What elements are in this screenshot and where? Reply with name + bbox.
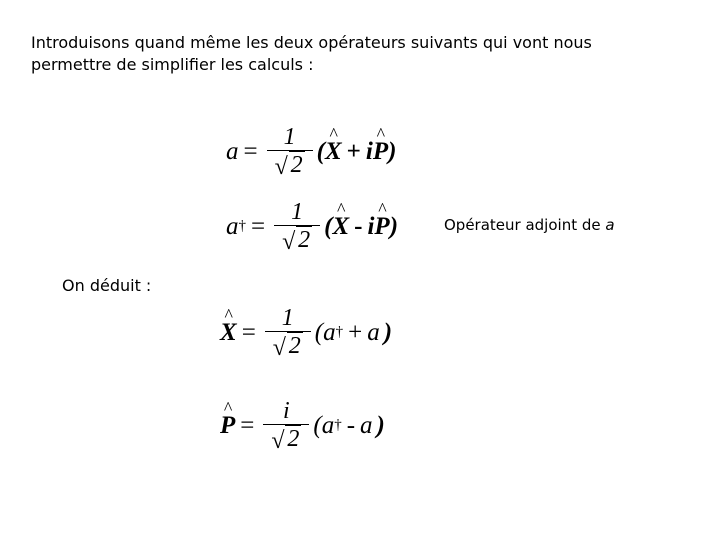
eq4-denominator — [271, 425, 301, 453]
eq2-dagger: † — [238, 218, 246, 234]
sqrt-icon: √ — [274, 154, 288, 180]
eq2-i: i — [367, 212, 375, 240]
eq3-lhs-x: ^ X — [220, 319, 237, 347]
eq1-denominator — [275, 151, 305, 179]
eq2-denominator — [282, 226, 312, 254]
eq2-minus: - — [354, 212, 363, 240]
eq4-open-paren: ( — [313, 411, 322, 439]
eq1-plus: + — [346, 137, 361, 165]
on-deduit-label: On déduit : — [62, 276, 152, 295]
eq4-dagger: † — [334, 417, 342, 433]
eq1-numerator: 1 — [283, 124, 296, 150]
eq4-root-arg: 2 — [287, 426, 300, 452]
equation-p — [220, 398, 385, 453]
eq2-open-paren: ( — [324, 212, 333, 240]
eq4-a1: a — [321, 411, 335, 439]
eq4-lhs-p: ^ P — [220, 412, 235, 440]
sqrt-icon: √ — [271, 428, 285, 454]
eq3-open-paren: ( — [314, 318, 324, 346]
eq1-sqrt — [275, 151, 305, 179]
eq3-equals: = — [241, 318, 256, 346]
eq2-p-operator: ^ P — [374, 213, 389, 241]
eq3-a2: a — [367, 318, 380, 346]
eq4-sqrt — [271, 425, 301, 453]
equation-a-dagger — [226, 199, 398, 254]
eq4-close-paren: ) — [376, 411, 385, 439]
eq1-root-arg: 2 — [290, 152, 303, 178]
adjoint-note — [444, 216, 615, 234]
eq3-close-paren: ) — [383, 318, 393, 346]
eq2-root-arg: 2 — [298, 227, 311, 253]
equation-a — [226, 124, 396, 179]
eq2-x-operator: ^ X — [332, 213, 349, 241]
eq2-lhs: a — [226, 212, 239, 240]
adjoint-note-var: a — [605, 216, 615, 234]
eq1-fraction — [267, 124, 313, 179]
eq3-denominator — [273, 332, 303, 360]
intro-paragraph — [31, 32, 669, 76]
eq3-dagger: † — [335, 324, 344, 340]
eq2-sqrt — [282, 226, 312, 254]
eq4-equals: = — [240, 411, 255, 439]
intro-line-1: Introduisons quand même les deux opérateurs suivants qui vont nous — [31, 33, 592, 52]
eq2-equals: = — [251, 212, 266, 240]
intro-line-2: permettre de simplifier les calculs : — [31, 55, 314, 74]
adjoint-note-text: Opérateur adjoint de — [444, 216, 606, 234]
eq1-open-paren: ( — [316, 137, 325, 165]
eq4-fraction — [263, 398, 309, 453]
eq1-close-paren: ) — [388, 137, 397, 165]
eq1-p-operator: ^ P — [373, 138, 388, 166]
eq3-numerator: 1 — [281, 305, 294, 331]
eq3-a1: a — [323, 318, 336, 346]
eq3-fraction — [265, 305, 311, 360]
sqrt-icon: √ — [282, 229, 296, 255]
eq4-minus: - — [346, 411, 356, 439]
eq1-x-operator: ^ X — [325, 138, 342, 166]
eq3-root-arg: 2 — [288, 333, 301, 359]
eq3-sqrt — [273, 332, 303, 360]
eq1-i: i — [365, 137, 373, 165]
eq1-equals: = — [243, 137, 258, 165]
eq1-lhs: a — [226, 137, 239, 165]
eq4-a2: a — [360, 411, 373, 439]
eq4-numerator: i — [283, 398, 290, 424]
equation-x — [220, 305, 392, 360]
eq3-plus: + — [348, 318, 363, 346]
eq2-numerator: 1 — [291, 199, 304, 225]
sqrt-icon: √ — [272, 335, 286, 361]
eq2-close-paren: ) — [389, 212, 399, 240]
eq2-fraction — [274, 199, 320, 254]
